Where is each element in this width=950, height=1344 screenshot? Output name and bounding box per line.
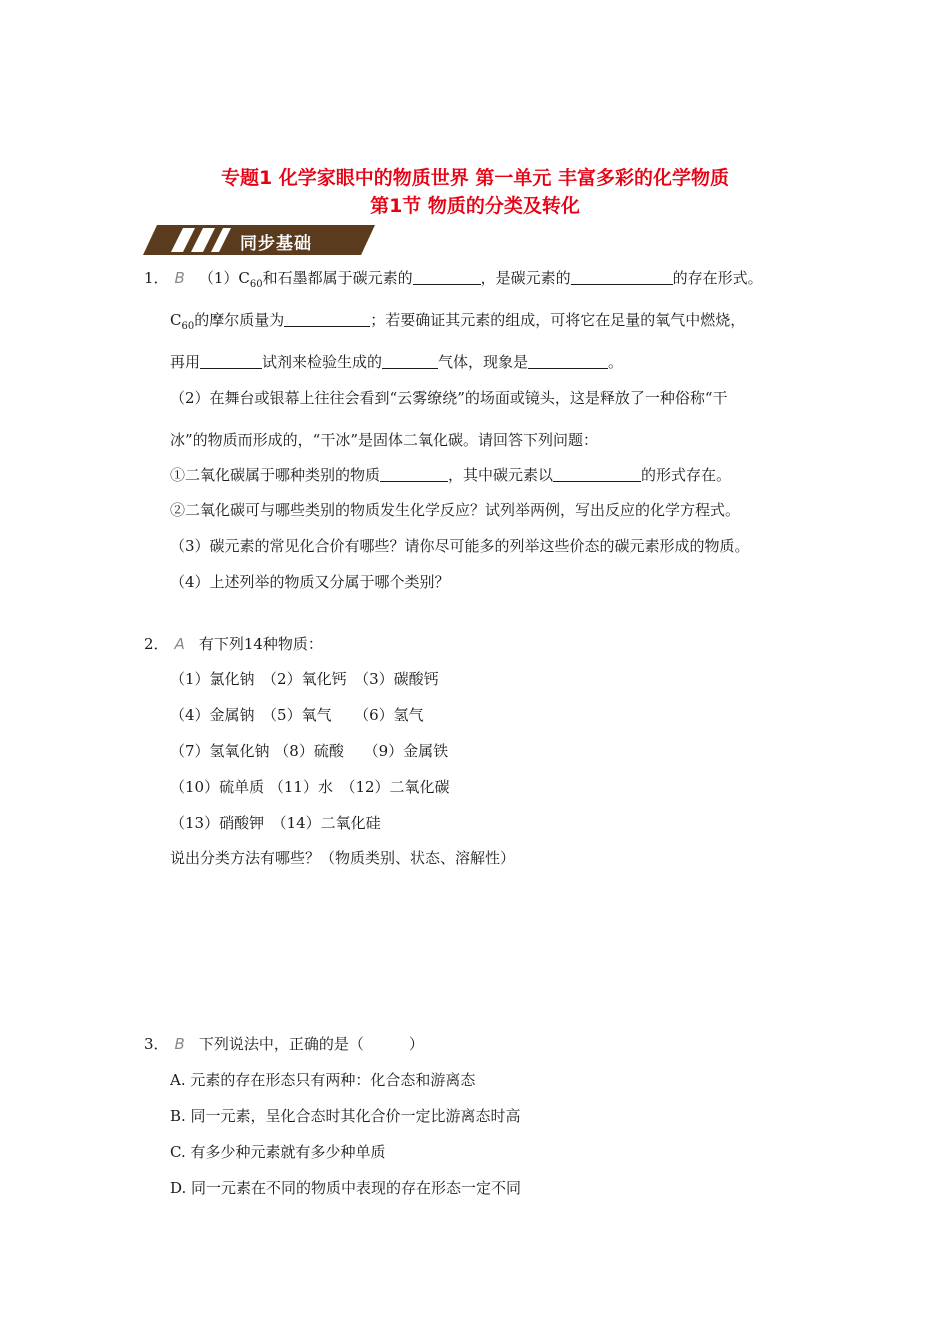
q2-substance-row: （4）金属钠 （5）氧气 （6）氢气 xyxy=(170,706,424,724)
q3-option-a: A. 元素的存在形态只有两种：化合态和游离态 xyxy=(170,1071,476,1089)
q3-number: 3． xyxy=(144,1035,169,1053)
q2-number: 2． xyxy=(144,635,169,653)
q2-substance-row: （10）硫单质 （11）水 （12）二氧化碳 xyxy=(170,778,450,796)
q2-level: A xyxy=(174,635,185,653)
answer-blank[interactable] xyxy=(528,353,608,369)
q2-substance-row: （1）氯化钠 （2）氧化钙 （3）碳酸钙 xyxy=(170,670,439,688)
q1-line-2: $C_{60}$的摩尔质量为 ；若要确证其元素的组成，可将它在足量的氧气中燃烧， xyxy=(170,311,746,332)
q3-option-c: C. 有多少种元素就有多少种单质 xyxy=(170,1143,386,1161)
answer-blank[interactable] xyxy=(200,353,262,369)
page-subtitle: 第1节 物质的分类及转化 xyxy=(370,195,580,217)
q2-question: 说出分类方法有哪些？（物质类别、状态、溶解性） xyxy=(170,849,516,867)
section-banner-label: 同步基础 xyxy=(240,234,312,254)
q1-line-7: ②二氧化碳可与哪些类别的物质发生化学反应？试列举两例，写出反应的化学方程式。 xyxy=(170,501,741,519)
q3-line-1: 3． B 下列说法中，正确的是（ ） xyxy=(144,1035,424,1053)
answer-blank[interactable] xyxy=(382,353,438,369)
q1-line-6: ①二氧化碳属于哪种类别的物质 ，其中碳元素以 的形式存在。 xyxy=(170,466,732,484)
q2-substance-row: （7）氢氧化钠 （8）硫酸 （9）金属铁 xyxy=(170,742,449,760)
q1-line-4: （2）在舞台或银幕上往往会看到“云雾缭绕”的场面或镜头，这是释放了一种俗称“干 xyxy=(170,389,728,407)
q3-option-b: B. 同一元素，呈化合态时其化合价一定比游离态时高 xyxy=(170,1107,521,1125)
answer-blank[interactable] xyxy=(553,466,641,482)
q1-line-1: 1． B $(1)C_{60}$和石墨都属于碳元素的 ，是碳元素的 的存在形式。 xyxy=(144,269,763,290)
answer-blank[interactable] xyxy=(413,269,481,285)
q1-line-8: （3）碳元素的常见化合价有哪些？请你尽可能多的列举这些价态的碳元素形成的物质。 xyxy=(170,537,750,555)
q3-level: B xyxy=(174,1035,185,1053)
q3-option-d: D. 同一元素在不同的物质中表现的存在形态一定不同 xyxy=(170,1179,522,1197)
q1-line-9: （4）上述列举的物质又分属于哪个类别？ xyxy=(170,573,450,591)
q2-line-1: 2． A 有下列14种物质： xyxy=(144,635,323,653)
q1-line-5: 冰”的物质而形成的，“干冰”是固体二氧化碳。请回答下列问题： xyxy=(170,431,599,449)
q1-line-3: 再用 试剂来检验生成的 气体，现象是 。 xyxy=(170,353,624,371)
answer-blank[interactable] xyxy=(380,466,448,482)
answer-blank[interactable] xyxy=(284,311,370,327)
q1-number: 1． xyxy=(144,269,169,287)
answer-blank[interactable] xyxy=(571,269,673,285)
page-title: 专题1 化学家眼中的物质世界 第一单元 丰富多彩的化学物质 xyxy=(220,167,730,189)
q2-substance-row: （13）硝酸钾 （14）二氧化硅 xyxy=(170,814,381,832)
q1-level: B xyxy=(174,269,185,287)
